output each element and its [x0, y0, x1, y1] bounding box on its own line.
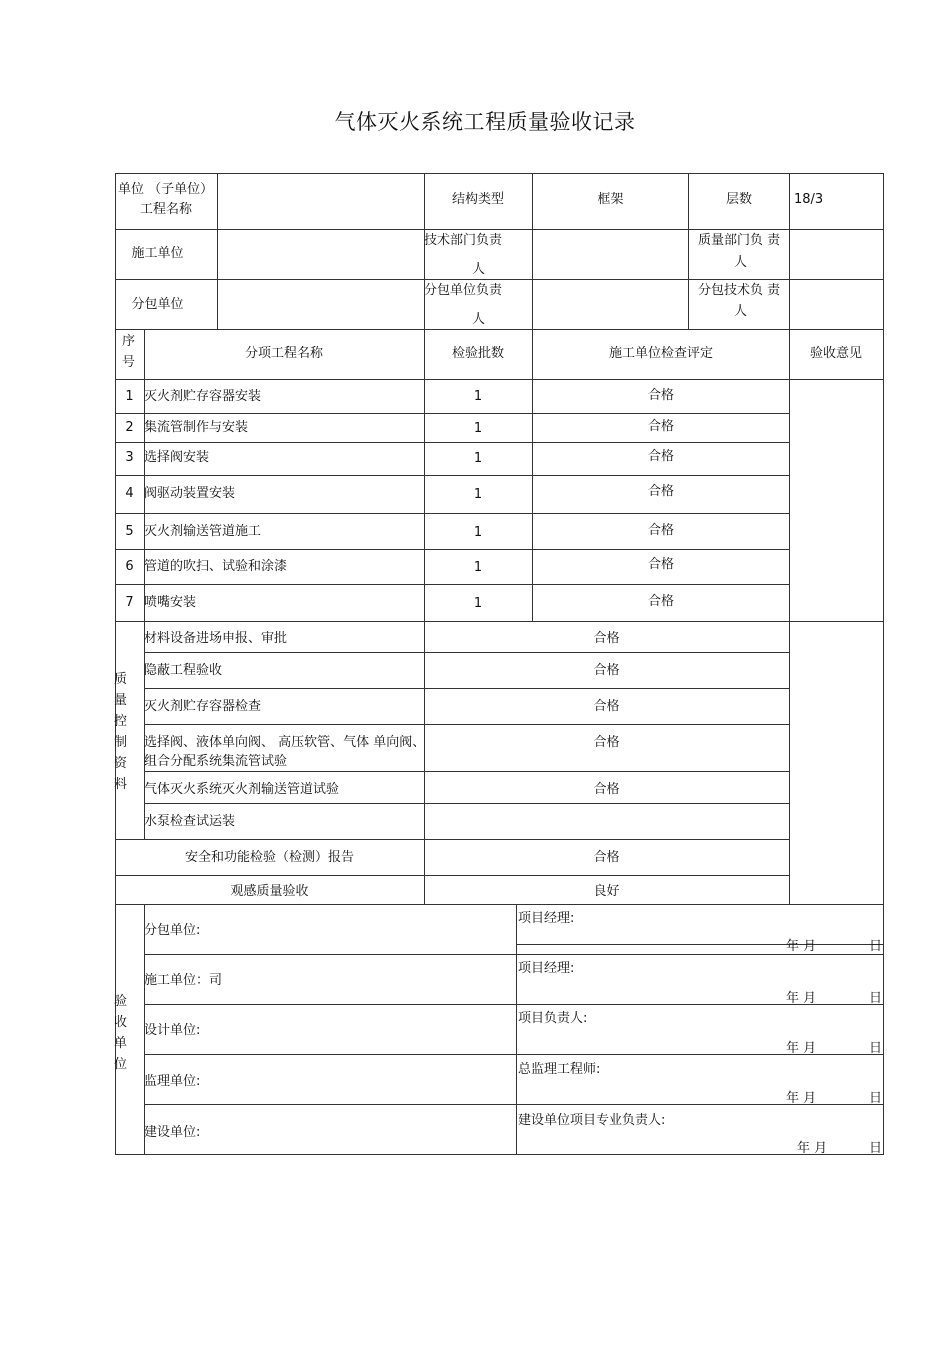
unit-name-label-2: 工程名称 — [140, 202, 193, 217]
appearance-label: 观感质量验收 — [230, 884, 309, 899]
acceptance-date-day: 日 — [869, 991, 883, 1006]
grid-line-h — [115, 379, 884, 380]
item-evaluation: 合格 — [647, 388, 674, 403]
floors-value: 18/3 — [794, 192, 824, 207]
item-batches: 1 — [473, 451, 483, 466]
item-evaluation: 合格 — [647, 419, 674, 434]
acceptance-unit: 设计单位: — [144, 1023, 201, 1038]
item-evaluation: 合格 — [647, 449, 674, 464]
item-batches: 1 — [473, 560, 483, 575]
grid-line-v — [532, 329, 533, 622]
grid-line-h — [115, 839, 790, 840]
quality-doc-name: 灭火剂贮存容器检查 — [144, 699, 262, 714]
grid-line-h — [144, 652, 790, 653]
acceptance-person: 建设单位项目专业负责人: — [518, 1113, 666, 1128]
floors-label: 层数 — [725, 192, 752, 207]
seq-header-1: 序 — [122, 334, 136, 349]
grid-line-h — [115, 279, 884, 280]
item-evaluation: 合格 — [647, 523, 674, 538]
grid-line-h — [115, 413, 790, 414]
item-seq: 5 — [125, 524, 134, 539]
opinion-header: 验收意见 — [809, 346, 862, 361]
item-name-header: 分项工程名称 — [244, 346, 323, 361]
grid-line-h — [115, 549, 790, 550]
acceptance-unit: 分包单位: — [144, 923, 201, 938]
quality-doc-name: 水泵检查试运装 — [144, 814, 236, 829]
grid-line-h — [115, 329, 884, 330]
item-seq: 7 — [125, 595, 134, 610]
grid-line-h — [144, 688, 790, 689]
grid-line-h — [115, 442, 790, 443]
quality-docs-label-char: 资 — [114, 756, 128, 771]
item-seq: 6 — [125, 559, 134, 574]
construction-unit-label: 施工单位 — [131, 246, 184, 261]
quality-docs-label-char: 制 — [114, 735, 128, 750]
acceptance-date-ym: 年 月 — [786, 939, 817, 954]
safety-label: 安全和功能检验（检测）报告 — [184, 850, 354, 865]
grid-line-h — [115, 875, 790, 876]
quality-docs-label-char: 量 — [114, 693, 128, 708]
grid-line-v — [789, 329, 790, 905]
item-batches: 1 — [473, 389, 483, 404]
safety-result: 合格 — [593, 850, 620, 865]
item-name: 管道的吹扫、试验和涂漆 — [144, 559, 288, 574]
sub-head-label-2: 人 — [472, 312, 486, 327]
acceptance-label-char: 位 — [114, 1057, 128, 1072]
quality-doc-result: 合格 — [593, 699, 620, 714]
item-name: 灭火剂贮存容器安装 — [144, 389, 262, 404]
acceptance-person: 项目经理: — [518, 911, 575, 926]
grid-line-h — [516, 1104, 884, 1105]
item-name: 灭火剂输送管道施工 — [144, 524, 262, 539]
grid-line-h — [115, 584, 790, 585]
item-seq: 4 — [125, 486, 134, 501]
acceptance-label-char: 验 — [114, 994, 128, 1009]
item-seq: 2 — [125, 420, 134, 435]
grid-line-h — [115, 513, 790, 514]
item-batches: 1 — [473, 487, 483, 502]
item-batches: 1 — [473, 525, 483, 540]
item-name: 阀驱动装置安装 — [144, 486, 236, 501]
grid-line-h — [115, 229, 884, 230]
subcontract-unit-label: 分包单位 — [131, 297, 184, 312]
quality-head-label-1: 质量部门负 责 — [698, 233, 781, 248]
grid-line-v — [424, 329, 425, 622]
item-batches: 1 — [473, 421, 483, 436]
grid-line-h — [144, 954, 884, 955]
acceptance-date-day: 日 — [869, 1041, 883, 1056]
acceptance-date-day: 日 — [869, 939, 883, 954]
item-evaluation: 合格 — [647, 594, 674, 609]
quality-doc-result: 合格 — [593, 735, 620, 750]
grid-line-h — [115, 904, 884, 905]
acceptance-unit: 建设单位: — [144, 1125, 201, 1140]
grid-line-v — [516, 904, 517, 1155]
acceptance-date-ym: 年 月 — [786, 1041, 817, 1056]
structure-type-value: 框架 — [597, 192, 624, 207]
sub-tech-head-label-2: 人 — [734, 304, 748, 319]
quality-docs-label-char: 控 — [114, 714, 128, 729]
grid-line-v — [217, 173, 218, 330]
item-batches: 1 — [473, 596, 483, 611]
quality-doc-result: 合格 — [593, 782, 620, 797]
unit-name-label-1: 单位 （子单位） — [118, 182, 214, 197]
sub-head-label-1: 分包单位负责 — [424, 283, 503, 298]
item-name: 选择阀安装 — [144, 450, 210, 465]
quality-doc-name: 隐蔽工程验收 — [144, 663, 223, 678]
grid-line-h — [516, 944, 884, 945]
item-seq: 1 — [125, 389, 134, 404]
acceptance-unit: 监理单位: — [144, 1074, 201, 1089]
sub-tech-head-label-1: 分包技术负 责 — [698, 283, 781, 298]
quality-doc-name: 气体灭火系统灭火剂输送管道试验 — [144, 782, 340, 797]
item-evaluation: 合格 — [647, 557, 674, 572]
tech-head-label-2: 人 — [472, 262, 486, 277]
quality-docs-label-char: 料 — [114, 777, 128, 792]
evaluation-header: 施工单位检查评定 — [608, 346, 713, 361]
item-name: 集流管制作与安装 — [144, 420, 249, 435]
batches-header: 检验批数 — [451, 346, 504, 361]
page-title: 气体灭火系统工程质量验收记录 — [334, 110, 636, 134]
acceptance-date-ym: 年 月 — [797, 1141, 828, 1156]
grid-line-h — [115, 475, 790, 476]
acceptance-person: 总监理工程师: — [518, 1062, 601, 1077]
acceptance-date-day: 日 — [869, 1091, 883, 1106]
grid-line-h — [144, 803, 790, 804]
item-seq: 3 — [125, 450, 134, 465]
grid-line-h — [115, 173, 884, 174]
quality-doc-name: 选择阀、液体单向阀、 高压软管、气体 单向阀、 — [144, 735, 426, 750]
quality-doc-name: 组合分配系统集流管试验 — [144, 754, 288, 769]
quality-docs-label-char: 质 — [114, 672, 128, 687]
quality-doc-result: 合格 — [593, 631, 620, 646]
acceptance-label-char: 单 — [114, 1036, 128, 1051]
grid-line-h — [115, 621, 884, 622]
grid-line-h — [516, 1054, 884, 1055]
grid-line-h — [144, 771, 790, 772]
grid-line-h — [516, 1004, 884, 1005]
grid-line-h — [115, 1154, 884, 1155]
grid-line-h — [144, 724, 790, 725]
acceptance-date-ym: 年 月 — [786, 991, 817, 1006]
quality-head-label-2: 人 — [734, 255, 748, 270]
acceptance-person: 项目负责人: — [518, 1011, 588, 1026]
appearance-result: 良好 — [593, 884, 620, 899]
seq-header-2: 号 — [122, 355, 136, 370]
grid-line-v — [789, 173, 790, 330]
acceptance-date-ym: 年 月 — [786, 1091, 817, 1106]
acceptance-person: 项目经理: — [518, 961, 575, 976]
acceptance-date-day: 日 — [869, 1141, 883, 1156]
tech-head-label-1: 技术部门负责 — [424, 233, 503, 248]
item-evaluation: 合格 — [647, 484, 674, 499]
structure-type-label: 结构类型 — [451, 192, 504, 207]
acceptance-label-char: 收 — [114, 1015, 128, 1030]
acceptance-unit: 施工单位：司 — [144, 973, 223, 988]
quality-doc-name: 材料设备进场申报、审批 — [144, 631, 288, 646]
grid-line-v — [883, 173, 884, 1155]
quality-doc-result: 合格 — [593, 663, 620, 678]
item-name: 喷嘴安装 — [144, 595, 197, 610]
